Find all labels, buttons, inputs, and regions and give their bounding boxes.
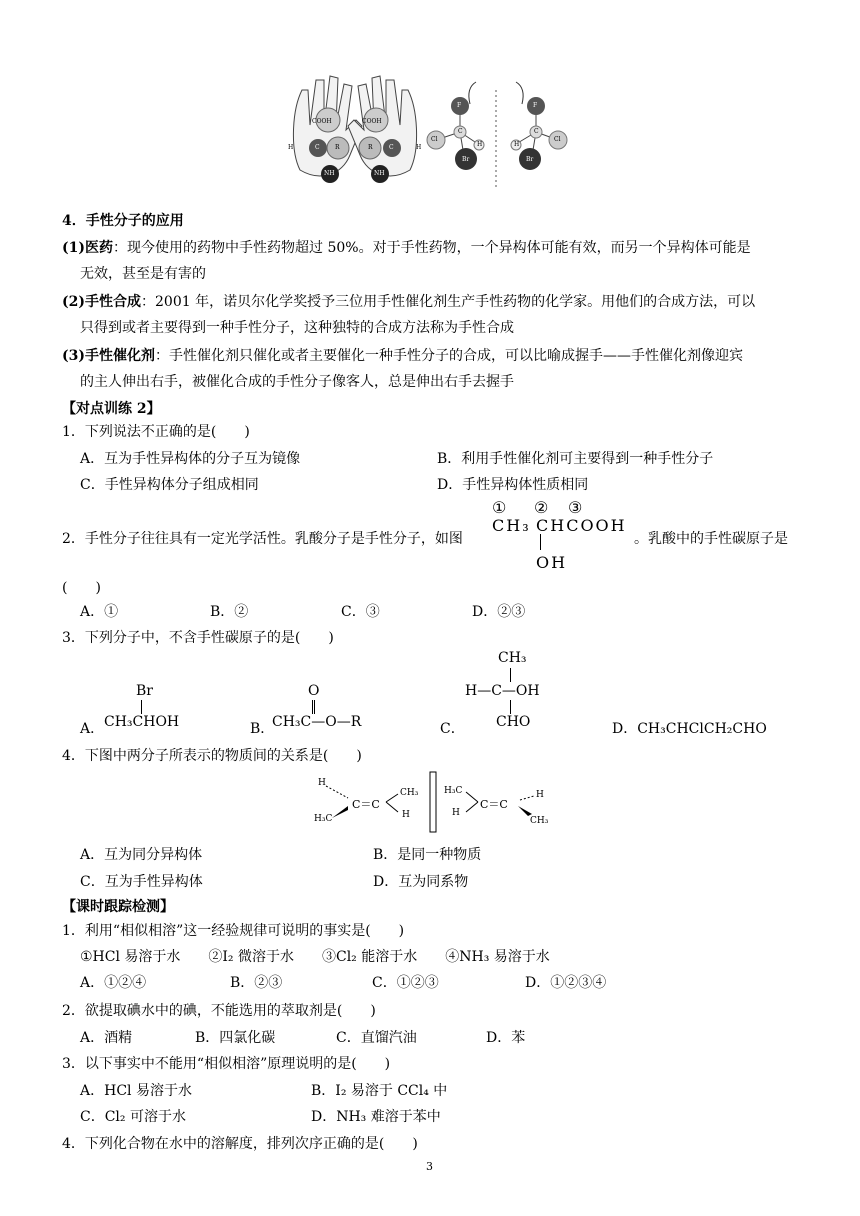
tracking-header: 【课时跟踪检测】 — [62, 899, 174, 915]
label-r-right: R — [368, 144, 373, 151]
t2-q1-option-a: A．互为手性异构体的分子互为镜像 — [80, 451, 301, 467]
label-h-left: H — [288, 144, 294, 151]
tr-q2-option-a: A．酒精 — [80, 1030, 133, 1046]
alk-h3c-2: H₃C — [444, 786, 463, 796]
mol-left-c: C — [458, 128, 463, 135]
alk-ch3-2: CH₃ — [530, 816, 549, 826]
alk-h1: H — [318, 778, 326, 788]
label-c-right: C — [389, 144, 394, 151]
formula-num2: ② — [534, 498, 549, 517]
t2-q3-option-b-label: B． — [250, 721, 275, 737]
alk-h3c-1: H₃C — [314, 814, 333, 824]
alk-h2: H — [402, 810, 410, 820]
tr-q3-option-a: A．HCl 易溶于水 — [80, 1083, 192, 1099]
label-r-left: R — [335, 144, 340, 151]
tr-q2-stem: 2．欲提取碘水中的碘，不能选用的萃取剂是( ) — [62, 1003, 376, 1019]
training2-header: 【对点训练 2】 — [62, 401, 161, 417]
t2-q3-stem: 3．下列分子中，不含手性碳原子的是( ) — [62, 630, 334, 646]
q3c-bond-top — [510, 668, 511, 682]
tr-q3-option-d: D．NH₃ 难溶于苯中 — [311, 1109, 441, 1125]
t2-q2-paren: ( ) — [62, 580, 101, 596]
tr-q1-option-b: B．②③ — [230, 975, 283, 991]
label-c-left: C — [315, 144, 320, 151]
tr-q2-option-d: D．苯 — [486, 1030, 526, 1046]
alk-ch3-1: CH₃ — [400, 788, 419, 798]
p2-label: (2)手性合成 — [62, 294, 141, 310]
tr-q3-option-b: B．I₂ 易溶于 CCl₄ 中 — [311, 1083, 448, 1099]
t2-q1-option-b: B．利用手性催化剂可主要得到一种手性分子 — [437, 451, 714, 467]
formula-bond — [540, 534, 541, 550]
p3-label: (3)手性催化剂 — [62, 348, 155, 364]
alk-c2: C＝C — [480, 798, 508, 811]
formula-oh: OH — [536, 553, 568, 572]
formula-ch3: CH₃ — [492, 516, 531, 535]
t2-q2-stem-tail: 。乳酸中的手性碳原子是 — [634, 531, 788, 547]
tr-q1-option-a: A．①②④ — [80, 975, 147, 991]
q3a-br: Br — [136, 683, 153, 699]
mol-left-h: H — [477, 141, 483, 148]
t2-q2-option-b: B．② — [210, 604, 249, 620]
formula-chcooh: CHCOOH — [536, 516, 627, 535]
t2-q3-option-d: D．CH₃CHClCH₂CHO — [612, 721, 767, 737]
q3a-bond — [141, 700, 142, 714]
mol-right-c: C — [534, 128, 539, 135]
t2-q2-option-c: C．③ — [341, 604, 380, 620]
label-cooh-left: COOH — [312, 118, 332, 125]
section4-p1 — [62, 237, 751, 257]
t2-q3-option-c-label: C． — [440, 721, 465, 737]
p3-text: ：手性催化剂只催化或者主要催化一种手性分子的合成，可以比喻成握手——手性催化剂像迎宾 — [155, 348, 743, 364]
mol-right-h: H — [514, 141, 520, 148]
p2-cont: 只得到或者主要得到一种手性分子，这种独特的合成方法称为手性合成 — [80, 320, 514, 336]
mol-left-f: F — [457, 102, 462, 109]
label-cooh-right: COOH — [362, 118, 382, 125]
q3b-o: O — [308, 683, 320, 699]
alk-h5: H — [536, 790, 544, 800]
lactic-acid-formula — [492, 498, 644, 574]
p1-text: ：现今使用的药物中手性药物超过 50%。对于手性药物，一个异构体可能有效，而另一个异构体可能是 — [113, 240, 751, 256]
t2-q4-option-d: D．互为同系物 — [373, 874, 469, 890]
p1-cont: 无效，甚至是有害的 — [80, 266, 206, 282]
t2-q1-option-d: D．手性异构体性质相同 — [437, 477, 589, 493]
t2-q3-option-a-label: A． — [80, 721, 105, 737]
alkene-figure-svg — [312, 770, 558, 834]
label-nh-left: NH — [324, 170, 335, 177]
t2-q4-stem: 4．下图中两分子所表示的物质间的关系是( ) — [62, 748, 362, 764]
q3b-double-bond — [312, 700, 315, 714]
tr-q2-option-c: C．直馏汽油 — [336, 1030, 417, 1046]
q3c-bond-bottom — [510, 700, 511, 714]
tr-q3-option-c: C．Cl₂ 可溶于水 — [80, 1109, 186, 1125]
q3c-cho: CHO — [496, 714, 531, 730]
t2-q4-option-c: C．互为手性异构体 — [80, 874, 203, 890]
q3b-main: CH₃C—O—R — [272, 714, 362, 730]
t2-q4-option-a: A．互为同分异构体 — [80, 847, 203, 863]
mol-left-cl: Cl — [431, 136, 438, 143]
tr-q1-stem: 1．利用“相似相溶”这一经验规律可说明的事实是( ) — [62, 923, 405, 939]
t2-q2-option-a: A．① — [80, 604, 119, 620]
t2-q1-stem: 1．下列说法不正确的是( ) — [62, 424, 250, 440]
formula-num1: ① — [492, 498, 507, 517]
t2-q4-option-b: B．是同一种物质 — [373, 847, 482, 863]
mol-left-br: Br — [462, 156, 470, 163]
section4-p3 — [62, 345, 743, 365]
tr-q4-stem: 4．下列化合物在水中的溶解度，排列次序正确的是( ) — [62, 1136, 418, 1152]
tr-q1-option-c: C．①②③ — [372, 975, 439, 991]
t2-q1-option-c: C．手性异构体分子组成相同 — [80, 477, 259, 493]
q3c-ch3: CH₃ — [498, 650, 527, 666]
p2-text: ：2001 年，诺贝尔化学奖授予三位用手性催化剂生产手性药物的化学家。用他们的合成方法，可以 — [141, 294, 756, 310]
section4-p2 — [62, 291, 755, 311]
formula-num3: ③ — [568, 498, 583, 517]
tr-q2-option-b: B．四氯化碳 — [195, 1030, 276, 1046]
label-nh-right: NH — [374, 170, 385, 177]
mol-right-br: Br — [526, 156, 534, 163]
q3a-main: CH₃CHOH — [104, 714, 180, 730]
mol-right-cl: Cl — [554, 136, 561, 143]
p1-label: (1)医药 — [62, 240, 113, 256]
alk-h4: H — [452, 808, 460, 818]
chirality-hands-figure — [280, 70, 580, 190]
section4-title: 4．手性分子的应用 — [62, 213, 184, 229]
page-number: 3 — [426, 1160, 433, 1173]
tr-q1-option-d: D．①②③④ — [525, 975, 607, 991]
q3c-main: H—C—OH — [465, 683, 540, 699]
tr-q1-items: ①HCl 易溶于水 ②I₂ 微溶于水 ③Cl₂ 能溶于水 ④NH₃ 易溶于水 — [80, 949, 550, 965]
mol-right-f: F — [533, 102, 538, 109]
tr-q3-stem: 3．以下事实中不能用“相似相溶”原理说明的是( ) — [62, 1056, 391, 1072]
t2-q2-option-d: D．②③ — [472, 604, 526, 620]
alk-c1: C＝C — [352, 798, 380, 811]
p3-cont: 的主人伸出右手，被催化合成的手性分子像客人，总是伸出右手去握手 — [80, 374, 514, 390]
label-h-right: H — [416, 144, 422, 151]
alkene-figure — [312, 770, 558, 834]
t2-q2-stem: 2．手性分子往往具有一定光学活性。乳酸分子是手性分子，如图 — [62, 531, 463, 547]
